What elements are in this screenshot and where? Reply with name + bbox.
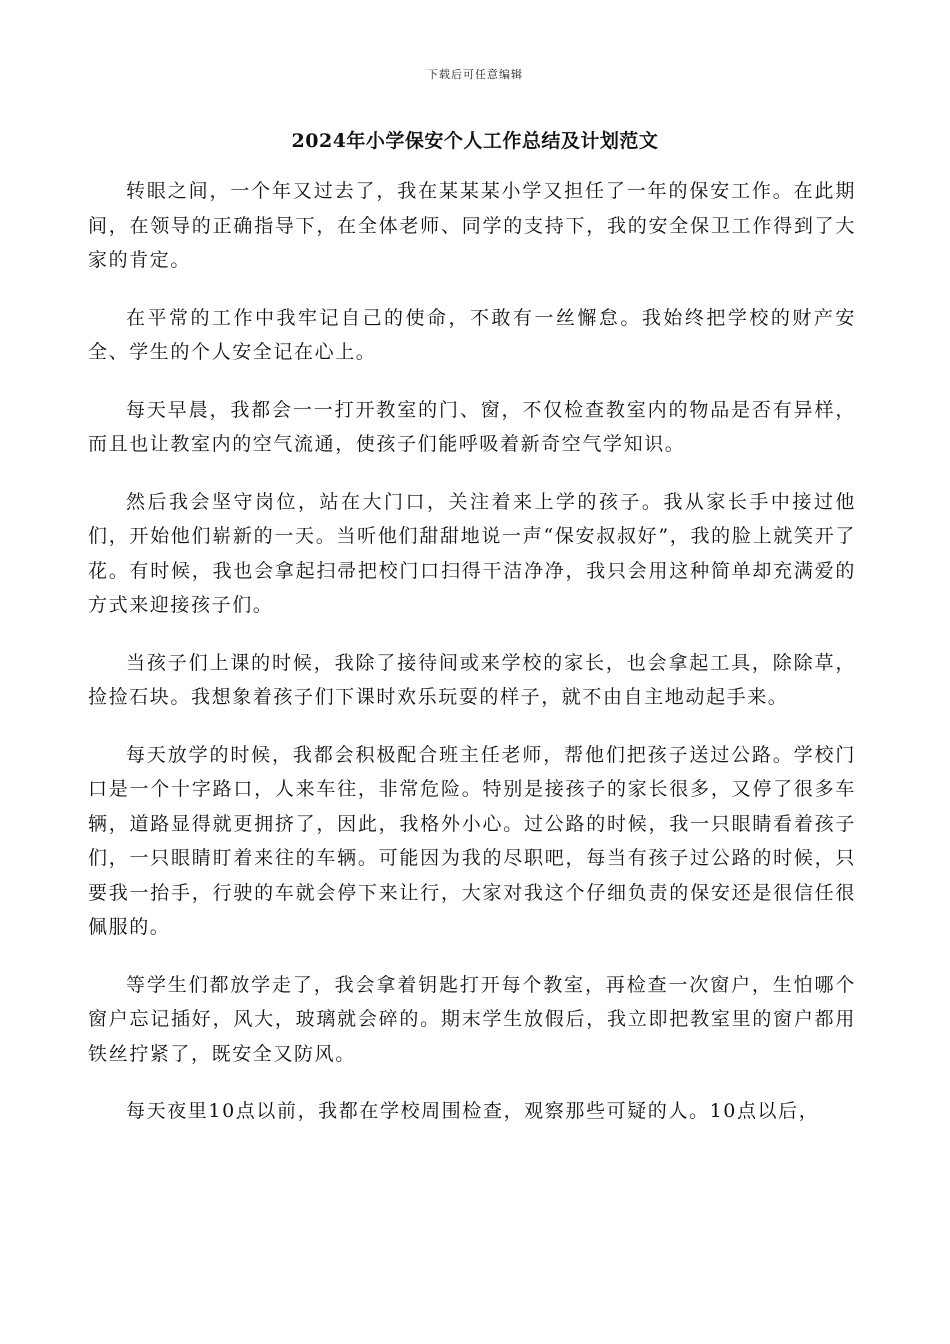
- document-title: 2024年小学保安个人工作总结及计划范文: [291, 130, 659, 152]
- paragraph-2: 在平常的工作中我牢记自己的使命，不敢有一丝懈怠。我始终把学校的财产安全、学生的个人安全记在心上。: [88, 306, 856, 363]
- paragraph-6: 每天放学的时候，我都会积极配合班主任老师，帮他们把孩子送过公路。学校门口是一个十字路口，人来车往，非常危险。特别是接孩子的家长很多，又停了很多车辆，道路显得就更拥挤了，因此，我格外小心。过公路的时候，我一只眼睛看着孩子们，一只眼睛盯着来往的车辆。可能因为我的尽职吧，每当有孩子过公路的时候，只要我一抬手，行驶的车就会停下来让行，大家对我这个仔细负责的保安还是很信任很佩服的。: [88, 743, 856, 938]
- paragraph-8: 每天夜里10点以前，我都在学校周围检查，观察那些可疑的人。10点以后，: [126, 1100, 820, 1122]
- paragraph-1: 转眼之间，一个年又过去了，我在某某某小学又担任了一年的保安工作。在此期间，在领导的正确指导下，在全体老师、同学的支持下，我的安全保卫工作得到了大家的肯定。: [88, 180, 856, 271]
- document-body: [88, 174, 856, 1152]
- paragraph-4: 然后我会坚守岗位，站在大门口，关注着来上学的孩子。我从家长手中接过他们，开始他们崭新的一天。当听他们甜甜地说一声“保安叔叔好”，我的脸上就笑开了花。有时候，我也会拿起扫帚把校门口扫得干洁净净，我只会用这种简单却充满爱的方式来迎接孩子们。: [88, 490, 856, 616]
- paragraph-7: 等学生们都放学走了，我会拿着钥匙打开每个教室，再检查一次窗户，生怕哪个窗户忘记插好，风大，玻璃就会碎的。期末学生放假后，我立即把教室里的窗户都用铁丝拧紧了，既安全又防风。: [88, 973, 856, 1065]
- paragraph-5: 当孩子们上课的时候，我除了接待间或来学校的家长，也会拿起工具，除除草，捡捡石块。我想象着孩子们下课时欢乐玩耍的样子，就不由自主地动起手来。: [88, 651, 856, 708]
- header-note: 下载后可任意编辑: [427, 68, 523, 81]
- paragraph-3: 每天早晨，我都会一一打开教室的门、窗，不仅检查教室内的物品是否有异样，而且也让教室内的空气流通，使孩子们能呼吸着新奇空气学知识。: [88, 398, 856, 455]
